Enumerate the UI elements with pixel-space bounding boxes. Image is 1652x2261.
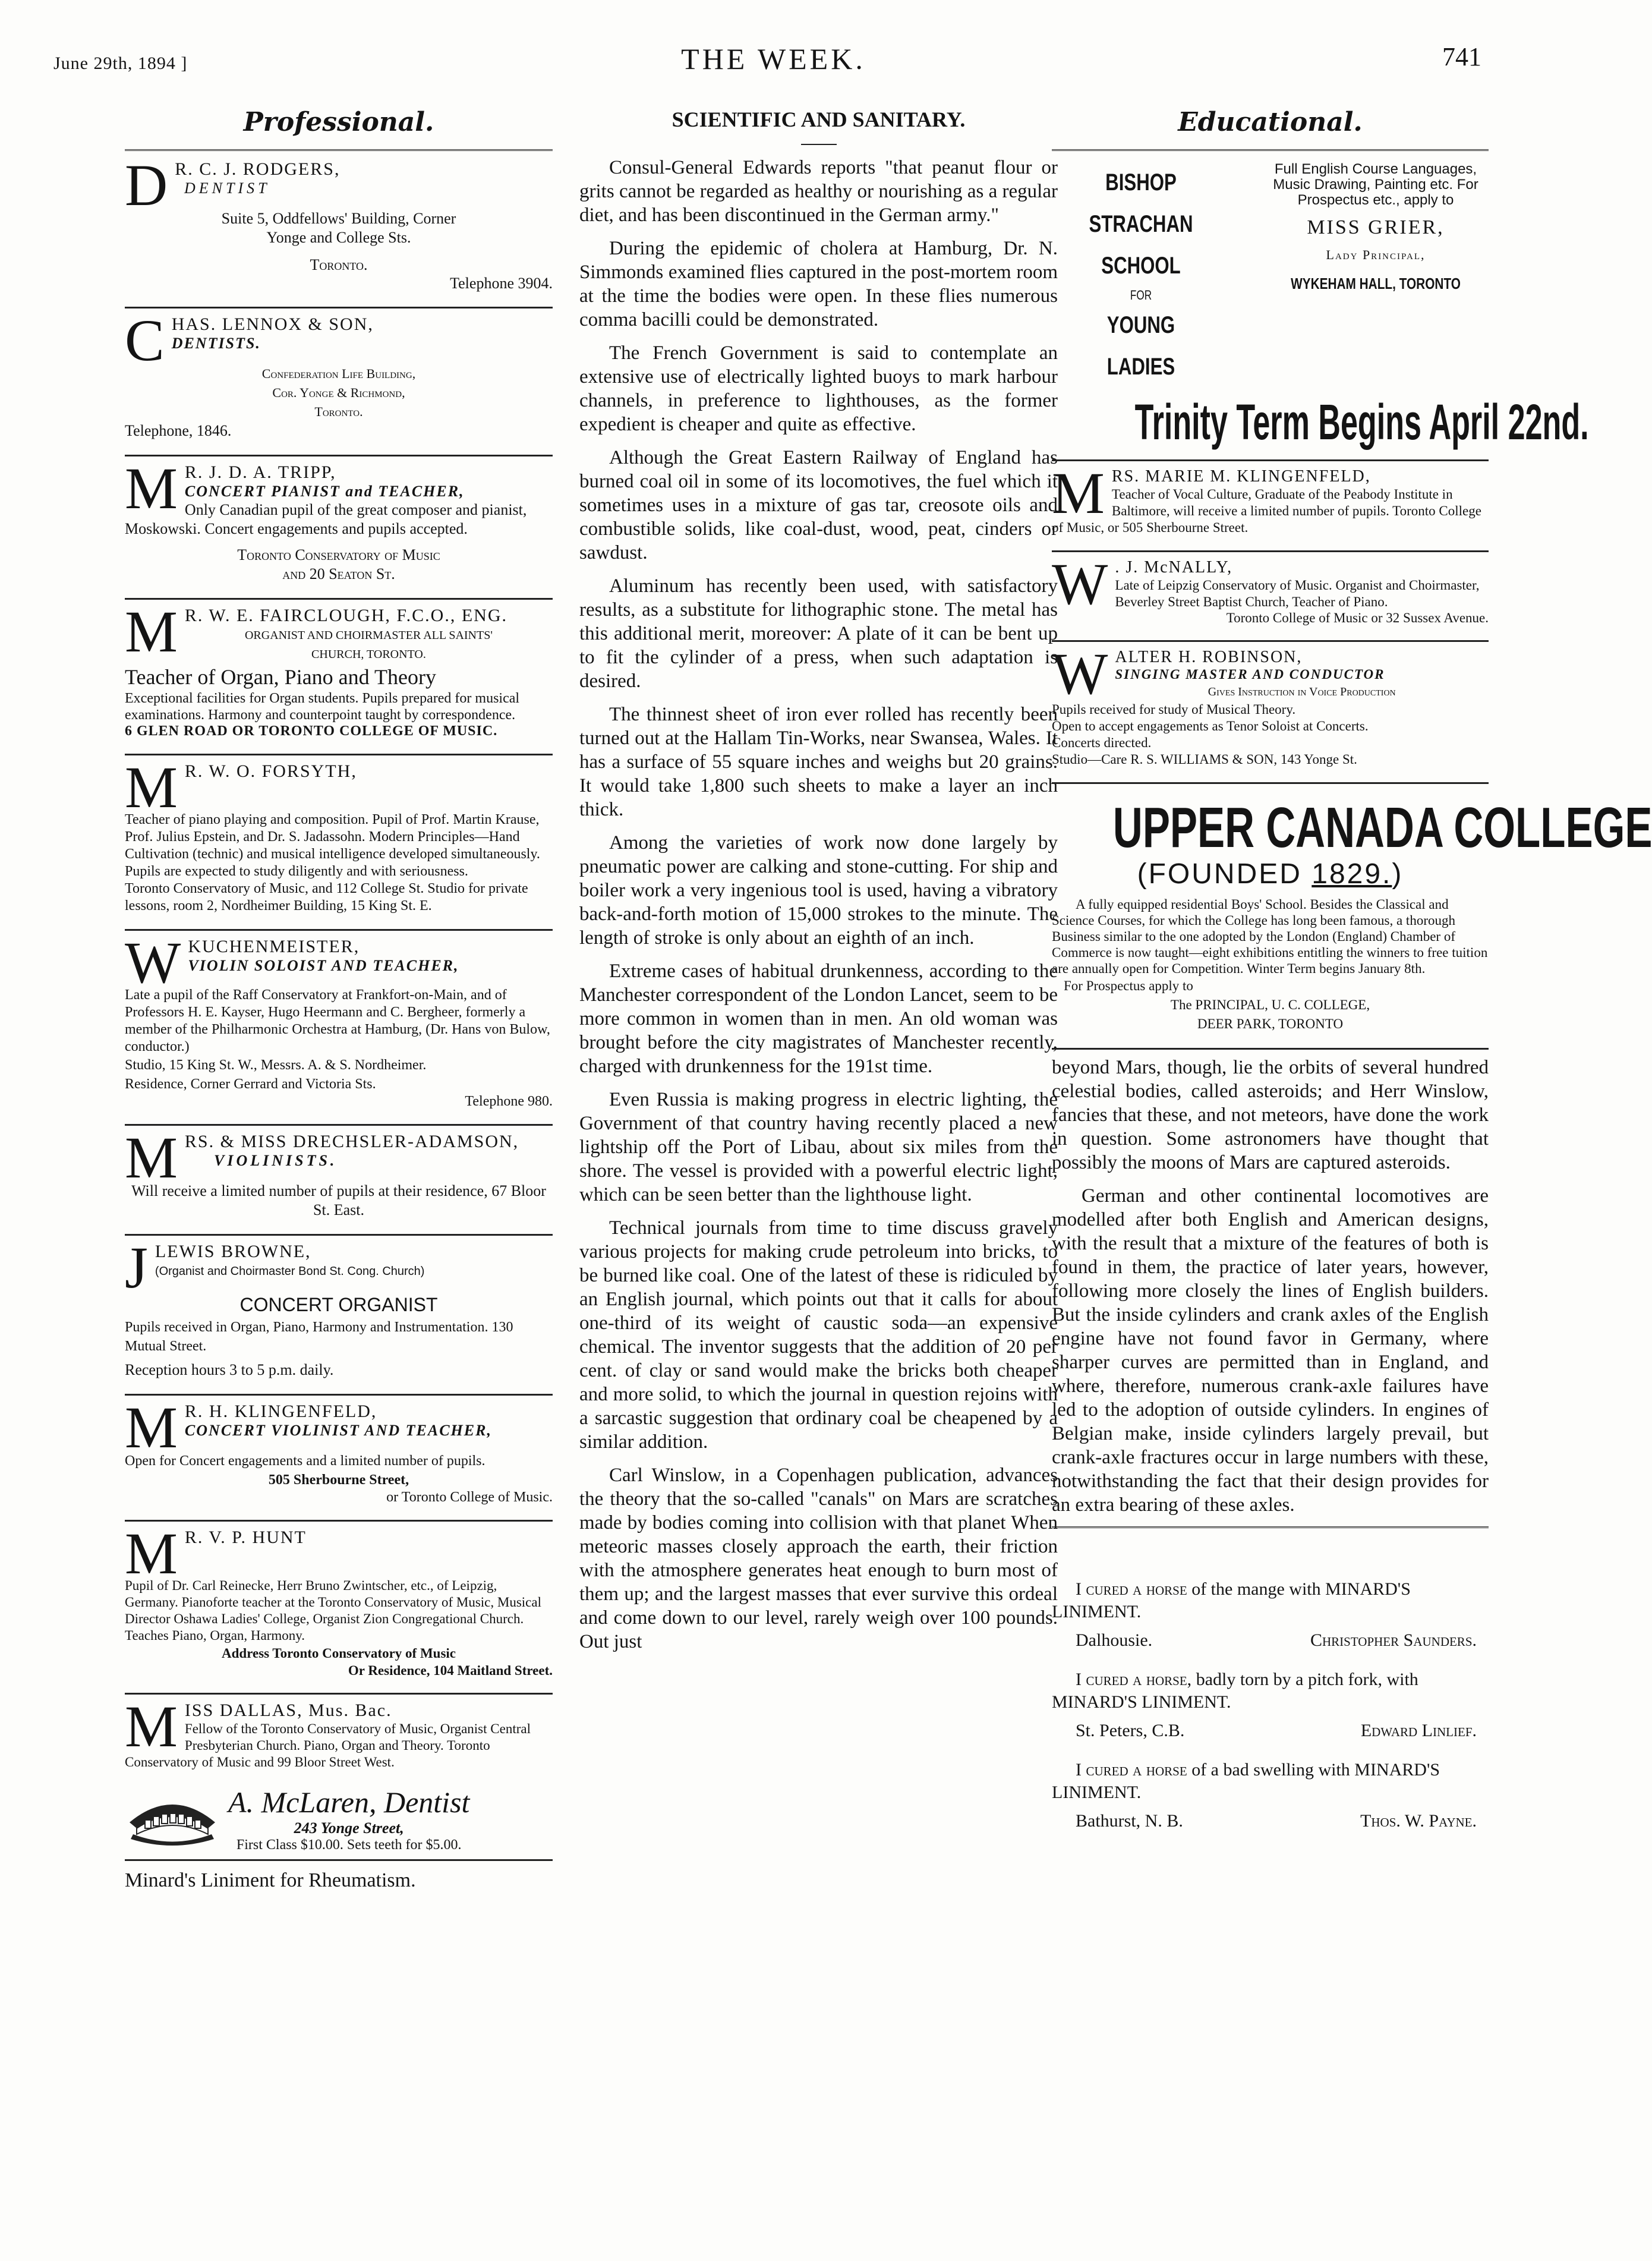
testimonial-text: of the mange with MINARD'S LINIMENT. bbox=[1052, 1579, 1411, 1621]
ad-marie-klingenfeld bbox=[1052, 460, 1489, 536]
divider bbox=[1052, 1048, 1489, 1050]
ad-hunt bbox=[125, 1520, 553, 1679]
drop-cap: M bbox=[125, 754, 178, 820]
drop-cap: M bbox=[125, 1394, 178, 1460]
ad-name: R. J. D. A. TRIPP, bbox=[184, 462, 336, 482]
ad-telephone: Telephone 3904. bbox=[450, 275, 553, 292]
ad-address: 6 GLEN ROAD OR TORONTO COLLEGE OF MUSIC. bbox=[125, 723, 498, 739]
ad-line: Toronto College of Music or 32 Sussex Avenue. bbox=[1226, 610, 1489, 625]
ad-mcnally bbox=[1052, 551, 1489, 626]
bishop-strachan-details bbox=[1263, 162, 1489, 388]
testimonial-lead: I cured a horse, bbox=[1076, 1670, 1192, 1689]
ad-name: RS. MARIE M. KLINGENFELD, bbox=[1111, 467, 1371, 486]
ad-address: Toronto Conservatory of Music, and 112 College St. Studio for private lessons, room 2, Nordheimer Building, 15 King St. E. bbox=[125, 881, 528, 914]
drop-cap: W bbox=[1052, 641, 1108, 707]
ad-line: Toronto Conservatory of Music bbox=[237, 546, 440, 563]
school-name-line: FOR bbox=[1130, 288, 1152, 303]
divider bbox=[125, 307, 553, 308]
article-paragraph: German and other continental locomotives are modelled after both English and American designs, with the result that a mixture of the features of both is found in them, the practice of later years, however, following more closely the lines of English builders. But the inside cylinders and crank axles of the English engine have not found favor in Germany, where sharper curves are permitted than in England, and where, therefore, numerous crank-axle failures have led to the adoption of outside cylinders. In engines of Belgian make, inside cylinders largely prevail, but crank-axle fractures occur in large numbers with these, notwithstanding the fact that their design provides for an extra bearing of these axles. bbox=[1052, 1185, 1489, 1516]
ad-line: Confederation Life Building, bbox=[261, 366, 416, 381]
testimonial-text: badly torn by a pitch fork, with MINARD'S LINIMENT. bbox=[1052, 1670, 1418, 1712]
school-contact-title: Lady Principal, bbox=[1326, 247, 1426, 262]
ad-line: Or Residence, 104 Maitland Street. bbox=[348, 1663, 553, 1678]
article-paragraph: Extreme cases of habitual drunkenness, according to the Manchester correspondent of the London Lancet, seem to be more common in women than in men. An old woman was brought before the city magistrates of Manchester recently, charged with drunkenness for the 191st time. bbox=[579, 961, 1058, 1077]
testimonial-place: Bathurst, N. B. bbox=[1076, 1811, 1183, 1831]
ad-role: SINGING MASTER AND CONDUCTOR bbox=[1115, 667, 1385, 682]
divider bbox=[125, 929, 553, 931]
testimonial-signature bbox=[1076, 1810, 1477, 1832]
page-number: 741 bbox=[1442, 42, 1481, 71]
divider bbox=[125, 149, 553, 153]
ad-name: A. McLaren, Dentist bbox=[228, 1786, 470, 1819]
ad-kuchenmeister bbox=[125, 930, 553, 1110]
ad-mclaren bbox=[125, 1785, 553, 1853]
ad-name: LEWIS BROWNE, bbox=[155, 1242, 311, 1261]
ad-line: Concerts directed. bbox=[1052, 735, 1152, 750]
drop-cap: M bbox=[1052, 460, 1105, 526]
testimonial-lead: I cured a horse bbox=[1076, 1760, 1187, 1780]
ad-line: Open to accept engagements as Tenor Soloist at Concerts. bbox=[1052, 719, 1369, 733]
article-paragraph: Even Russia is making progress in electric lighting, the Government of that country having recently placed a new lightship off the Port of Libau, about six miles from the shore. The vessel is provided with a powerful electric light, which can be seen better than the lighthouse light. bbox=[579, 1089, 1058, 1205]
masthead-title: THE WEEK. bbox=[681, 42, 866, 75]
scientific-heading: SCIENTIFIC AND SANITARY. bbox=[671, 108, 966, 131]
ad-name: HAS. LENNOX & SON, bbox=[171, 314, 374, 334]
ad-line: For Prospectus apply to bbox=[1064, 978, 1193, 993]
article-paragraph: Consul-General Edwards reports "that peanut flour or grits cannot be regarded as healthy or nourishing as a regular diet, and has been discontinued in the German army." bbox=[579, 157, 1058, 226]
ad-headline: Teacher of Organ, Piano and Theory bbox=[125, 665, 436, 689]
ad-body: Late a pupil of the Raff Conservatory at Frankfort-on-Main, and of Professors H. E. Kayser, Hugo Heermann and C. Bergheer, formerly a member of the Philharmonic Orchestra at Hamburg, (Dr. Hans von Bulow, conductor.) bbox=[125, 987, 550, 1054]
ad-name: R. H. KLINGENFELD, bbox=[184, 1402, 377, 1421]
testimonial-place: Dalhousie. bbox=[1076, 1630, 1153, 1650]
ad-line: Studio—Care R. S. WILLIAMS & SON, 143 Yonge St. bbox=[1052, 752, 1357, 767]
ad-klingenfeld bbox=[125, 1394, 553, 1506]
ad-headline: CONCERT ORGANIST bbox=[239, 1294, 438, 1315]
ad-address: 505 Sherbourne Street, bbox=[268, 1472, 409, 1488]
ad-name: R. V. P. HUNT bbox=[184, 1528, 307, 1547]
testimonial-name: Thos. W. Payne. bbox=[1360, 1811, 1477, 1831]
trinity-term-banner: Trinity Term Begins April 22nd. bbox=[1134, 394, 1589, 450]
ad-body: Will receive a limited number of pupils at their residence, 67 Bloor St. East. bbox=[131, 1182, 546, 1218]
ucc-title: UPPER CANADA COLLEGE bbox=[1112, 796, 1652, 859]
ad-lennox bbox=[125, 307, 553, 440]
drop-cap: M bbox=[125, 1520, 178, 1586]
drop-cap: W bbox=[1052, 551, 1108, 617]
drop-cap: M bbox=[125, 599, 178, 665]
drop-cap: W bbox=[125, 930, 181, 996]
teeth-icon bbox=[125, 1793, 220, 1846]
testimonial-lead: I cured a horse bbox=[1076, 1579, 1187, 1599]
ad-line: Suite 5, Oddfellows' Building, Corner bbox=[221, 210, 456, 227]
ad-name: RS. & MISS DRECHSLER-ADAMSON, bbox=[184, 1132, 519, 1151]
ad-body: Fellow of the Toronto Conservatory of Music, Organist Central Presbyterian Church. Piano, Organ and Theory. Toronto Conservatory of Music and 99 Bloor Street West. bbox=[125, 1721, 531, 1769]
drop-cap: C bbox=[125, 307, 165, 373]
ad-forsyth bbox=[125, 754, 553, 915]
divider bbox=[125, 1859, 553, 1861]
ad-line: DEER PARK, TORONTO bbox=[1197, 1016, 1344, 1031]
page-header bbox=[0, 42, 1547, 83]
school-address: WYKEHAM HALL, TORONTO bbox=[1291, 275, 1461, 292]
drop-cap: J bbox=[125, 1235, 148, 1300]
ad-city: Toronto. bbox=[314, 404, 363, 419]
article-paragraph: The thinnest sheet of iron ever rolled has recently been turned out at the Hallam Tin-Works, near Swansea, Wales. It has a surface of 55 square inches and weighs but 20 grains. It would take 1,800 such sheets to make a layer an inch thick. bbox=[579, 704, 1058, 820]
school-courses: Full English Course Languages, Music Drawing, Painting etc. For Prospectus etc., apply to bbox=[1273, 161, 1478, 208]
divider bbox=[125, 1520, 553, 1522]
testimonial-text: of a bad swelling with MINARD'S LINIMENT. bbox=[1052, 1760, 1440, 1802]
bishop-strachan-name bbox=[1071, 162, 1210, 388]
ad-line: ORGANIST AND CHOIRMASTER ALL SAINTS' bbox=[244, 629, 493, 642]
ad-line: CHURCH, TORONTO. bbox=[311, 648, 426, 661]
ad-telephone: Telephone 980. bbox=[465, 1094, 553, 1109]
professional-column bbox=[125, 101, 553, 2217]
ad-line: The PRINCIPAL, U. C. COLLEGE, bbox=[1170, 997, 1370, 1012]
testimonial bbox=[1052, 1759, 1489, 1804]
educational-heading: Educational. bbox=[1178, 107, 1363, 137]
testimonial bbox=[1052, 1578, 1489, 1623]
divider bbox=[1052, 550, 1489, 552]
professional-heading: Professional. bbox=[243, 107, 434, 137]
school-name-line: YOUNG LADIES bbox=[1106, 312, 1175, 380]
testimonial-name: Christopher Saunders. bbox=[1310, 1630, 1477, 1650]
article-paragraph: Aluminum has recently been used, with satisfactory results, as a substitute for lithographic stone. The metal has this additional merit, moreover: A plate of it can be bent up to fit the cylinder of a press, when such adaptation is desired. bbox=[579, 575, 1058, 692]
ad-line: and 20 Seaton St. bbox=[282, 565, 395, 582]
ad-robinson bbox=[1052, 641, 1489, 768]
ad-address: Address Toronto Conservatory of Music bbox=[222, 1646, 456, 1661]
ucc-founded-year: 1829. bbox=[1311, 858, 1392, 890]
divider bbox=[125, 598, 553, 600]
ad-tripp bbox=[125, 455, 553, 584]
article-paragraph: During the epidemic of cholera at Hamburg, Dr. N. Simmonds examined flies captured in the post-mortem room at the time the bodies were open. In these flies numerous comma bacilli could be demonstrated. bbox=[579, 238, 1058, 330]
divider bbox=[801, 144, 837, 145]
scientific-column bbox=[579, 101, 1058, 2217]
ad-role: CONCERT PIANIST and TEACHER, bbox=[184, 483, 465, 500]
article-paragraph: Technical journals from time to time discuss gravely various projects for making crude petroleum into bricks, to be burned like coal. One of the latest of these is ridiculed by an English journal, which points out that it calls for about one-third of its weight of caustic soda—an expensive chemical. The inventor suggests that the addition of 20 per cent. of clay or sand would make the bricks both cheaper and more solid, to which the journal in question rejoins with a sarcastic suggestion that ordinary coal be cheapened by a similar addition. bbox=[579, 1217, 1058, 1453]
educational-column bbox=[1052, 101, 1652, 2217]
ad-address: 243 Yonge Street, bbox=[294, 1819, 404, 1837]
ad-line: Cor. Yonge & Richmond, bbox=[272, 385, 405, 400]
ad-role: VIOLINISTS. bbox=[214, 1152, 338, 1169]
ad-line: Gives Instruction in Voice Production bbox=[1208, 685, 1396, 698]
ad-rodgers bbox=[125, 152, 553, 292]
ad-body: Pupils received in Organ, Piano, Harmony and Instrumentation. 130 Mutual Street. bbox=[125, 1320, 513, 1354]
ad-drechsler bbox=[125, 1125, 553, 1220]
ad-role: CONCERT VIOLINIST AND TEACHER, bbox=[184, 1422, 492, 1439]
school-contact: MISS GRIER, bbox=[1307, 216, 1445, 238]
ad-body: Exceptional facilities for Organ students. Pupils prepared for musical examinations. Harmony and counterpoint taught by correspondence. bbox=[125, 691, 520, 723]
ad-body: Open for Concert engagements and a limited number of pupils. bbox=[125, 1453, 485, 1469]
divider bbox=[125, 1124, 553, 1126]
ad-role: VIOLIN SOLOIST AND TEACHER, bbox=[188, 957, 459, 974]
drop-cap: M bbox=[125, 1693, 178, 1759]
minards-footer: Minard's Liniment for Rheumatism. bbox=[125, 1869, 416, 1891]
testimonial-signature bbox=[1076, 1629, 1477, 1652]
ad-line: Pupils received for study of Musical Theory. bbox=[1052, 702, 1296, 717]
ad-city: Toronto. bbox=[310, 256, 368, 273]
divider bbox=[1052, 640, 1489, 642]
ad-body: Late of Leipzig Conservatory of Music. Organist and Choirmaster, Beverley Street Baptist Church, Teacher of Piano. bbox=[1115, 578, 1480, 609]
ad-line: Residence, Corner Gerrard and Victoria Sts. bbox=[125, 1076, 376, 1092]
ad-fairclough bbox=[125, 599, 553, 739]
ad-body: Teacher of Vocal Culture, Graduate of the Peabody Institute in Baltimore, will receive a limited number of pupils. Toronto College of Music, or 505 Sherbourne Street. bbox=[1052, 487, 1481, 535]
divider bbox=[125, 1693, 553, 1695]
article-paragraph: Among the varieties of work now done largely by pneumatic power are calking and stone-cutting. For ship and boiler work a very ingenious tool is used, having a vibratory back-and-forth motion of 15,000 strokes to the minute. The length of stroke is only about an eighth of an inch. bbox=[579, 832, 1058, 949]
divider bbox=[125, 455, 553, 456]
ad-hours: Reception hours 3 to 5 p.m. daily. bbox=[125, 1361, 334, 1378]
ad-line: Studio, 15 King St. W., Messrs. A. & S. Nordheimer. bbox=[125, 1057, 427, 1073]
ad-line: or Toronto College of Music. bbox=[386, 1490, 553, 1505]
ad-name: R. W. E. FAIRCLOUGH, F.C.O., ENG. bbox=[184, 606, 508, 625]
ad-body: Only Canadian pupil of the great composer and pianist, Moskowski. Concert engagements and pupils accepted. bbox=[125, 501, 527, 537]
ad-upper-canada-college bbox=[1052, 796, 1652, 1034]
article-paragraph: beyond Mars, though, lie the orbits of several hundred celestial bodies, called asteroids; and Herr Winslow, fancies that these, and not meteors, have done the work in question. Some astronomers have thought that possibly the moons of Mars are captured asteroids. bbox=[1052, 1057, 1489, 1173]
ad-name: R. C. J. RODGERS, bbox=[175, 159, 341, 179]
drop-cap: M bbox=[125, 455, 178, 521]
divider bbox=[1052, 149, 1489, 153]
ucc-founded-open: (FOUNDED bbox=[1137, 858, 1312, 890]
divider bbox=[1052, 459, 1489, 461]
ad-role: DENTIST bbox=[184, 180, 270, 197]
ad-body: A fully equipped residential Boys' School. Besides the Classical and Science Courses, for which the College has long been famous, a thorough Business similar to the one adopted by the London (England) Chamber of Commerce is now taught—eight exhibitions entitling the winners to free tuition are annually open for Competition. Winter Term begins January 8th. bbox=[1052, 897, 1488, 976]
ucc-founded bbox=[1052, 858, 1489, 890]
testimonial-place: St. Peters, C.B. bbox=[1076, 1721, 1185, 1740]
ad-body: Teacher of piano playing and composition. Pupil of Prof. Martin Krause, Prof. Julius Epstein, and Dr. S. Jadassohn. Modern Principles—Hand Cultivation (technic) and musical intelligence developed simultaneously. Pupils are expected to study diligently and with seriousness. bbox=[125, 812, 540, 879]
ad-name: . J. McNALLY, bbox=[1115, 558, 1233, 577]
article-paragraph: Carl Winslow, in a Copenhagen publication, advances the theory that the so-called "canals" on Mars are scratches made by bodies coming into collision with that planet When meteoric masses closely approach the earth, their friction with the atmosphere generates heat enough to burn most of them up; and the largest masses that ever survive this ordeal and come down to our level, rarely weigh over 100 pounds. Out just bbox=[579, 1465, 1058, 1652]
testimonial-signature bbox=[1076, 1720, 1477, 1742]
divider bbox=[125, 754, 553, 755]
ad-bishop-strachan bbox=[1052, 162, 1489, 388]
ucc-founded-close: ) bbox=[1392, 858, 1404, 890]
school-name-line: STRACHAN bbox=[1089, 211, 1193, 237]
ad-body: Pupil of Dr. Carl Reinecke, Herr Bruno Zwintscher, etc., of Leipzig, Germany. Pianoforte teacher at the Toronto Conservatory of Music, Musical Director Oshawa Ladies' College, Organist Zion Congregational Church. Teaches Piano, Organ, Harmony. bbox=[125, 1578, 541, 1643]
ad-price: First Class $10.00. Sets teeth for $5.00. bbox=[236, 1837, 462, 1853]
divider bbox=[1052, 1526, 1489, 1531]
ad-telephone: Telephone, 1846. bbox=[125, 422, 232, 439]
ad-name: R. W. O. FORSYTH, bbox=[184, 761, 357, 781]
article-paragraph: Although the Great Eastern Railway of England has burned coal oil in some of its locomotives, the fuel which it sometimes uses in a mixture of gas tar, creosote oils and combustible solids, like coal-dust, wood, peat, cinders or sawdust. bbox=[579, 447, 1058, 563]
ad-role: DENTISTS. bbox=[171, 335, 261, 352]
issue-date: June 29th, 1894 ] bbox=[53, 53, 188, 73]
ad-dallas bbox=[125, 1693, 553, 1771]
ad-line: Yonge and College Sts. bbox=[266, 229, 411, 246]
testimonial-name: Edward Linlief. bbox=[1360, 1721, 1477, 1740]
school-name-line: SCHOOL bbox=[1101, 253, 1181, 279]
ad-line: (Organist and Choirmaster Bond St. Cong. Church) bbox=[155, 1265, 425, 1278]
article-paragraph: The French Government is said to contemplate an extensive use of electrically lighted buoys to mark harbour channels, in preference to lighthouses, as the former expedient is cheaper and quite as effective. bbox=[579, 342, 1058, 435]
school-name-line: BISHOP bbox=[1105, 169, 1177, 196]
mclaren-text bbox=[228, 1785, 469, 1853]
divider bbox=[1052, 782, 1489, 784]
ad-name: ISS DALLAS, Mus. Bac. bbox=[184, 1701, 392, 1720]
ad-name: KUCHENMEISTER, bbox=[188, 937, 360, 956]
drop-cap: D bbox=[125, 152, 168, 218]
ad-name: ALTER H. ROBINSON, bbox=[1115, 648, 1303, 666]
ad-browne bbox=[125, 1235, 553, 1380]
divider bbox=[125, 1234, 553, 1236]
drop-cap: M bbox=[125, 1125, 178, 1191]
divider bbox=[125, 1394, 553, 1396]
minards-testimonials bbox=[1052, 1578, 1489, 1832]
testimonial bbox=[1052, 1668, 1489, 1714]
